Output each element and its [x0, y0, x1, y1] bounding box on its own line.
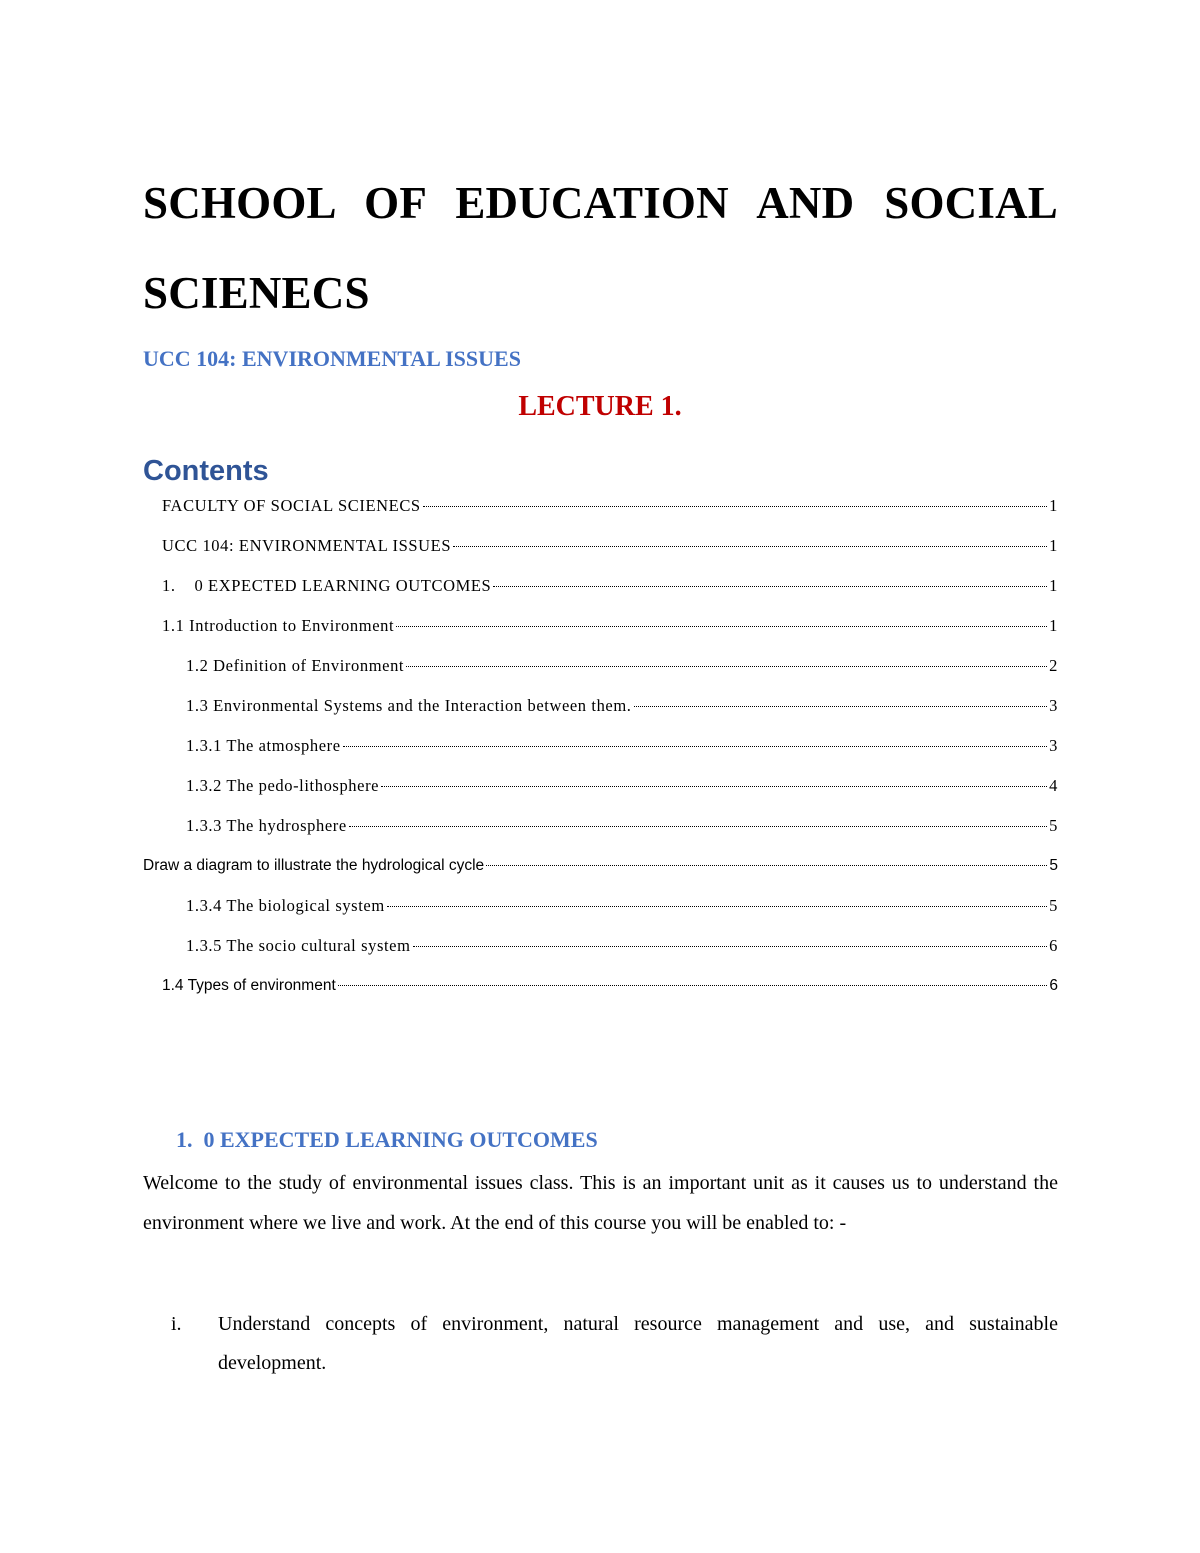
toc-dot-leader [453, 546, 1047, 547]
toc-entry-label: 1.2 Definition of Environment [186, 656, 405, 675]
toc-entry-page: 5 [1049, 816, 1058, 835]
course-title: UCC 104: ENVIRONMENTAL ISSUES [143, 346, 521, 371]
toc-entry[interactable] [186, 895, 1058, 917]
toc-entry-label: 1.4 Types of environment [162, 977, 336, 994]
toc-dot-leader [423, 506, 1047, 507]
toc-dot-leader [349, 826, 1047, 827]
toc-dot-leader [413, 946, 1048, 947]
toc-entry-page: 5 [1049, 896, 1058, 915]
toc-dot-leader [493, 586, 1047, 587]
toc-entry-page: 6 [1049, 936, 1058, 955]
toc-dot-leader [406, 666, 1047, 667]
toc-entry-label: 1.3.5 The socio cultural system [186, 936, 411, 955]
intro-paragraph: Welcome to the study of environmental issues class. This is an important unit as it causes us to understand the environment where we live and work. At the end of this course you will be enabled to: - [143, 1172, 1058, 1234]
toc-entry[interactable] [186, 815, 1058, 837]
toc-entry-page: 3 [1049, 696, 1058, 715]
toc-entry[interactable] [162, 495, 1058, 517]
toc-dot-leader [396, 626, 1047, 627]
section-heading: 1. 0 EXPECTED LEARNING OUTCOMES [176, 1127, 598, 1152]
toc-dot-leader [387, 906, 1047, 907]
toc-dot-leader [343, 746, 1047, 747]
toc-entry-page: 1 [1049, 536, 1058, 555]
toc-entry[interactable] [162, 535, 1058, 557]
list-item-marker: i. [171, 1313, 182, 1335]
toc-entry-page: 6 [1049, 977, 1058, 994]
toc-dot-leader [634, 706, 1048, 707]
contents-heading: Contents [143, 455, 269, 487]
lecture-title: LECTURE 1. [518, 391, 682, 422]
toc-entry-label: FACULTY OF SOCIAL SCIENECS [162, 496, 421, 515]
toc-entry-label: 1.3.1 The atmosphere [186, 736, 341, 755]
toc-entry[interactable] [162, 975, 1058, 997]
toc-entry-page: 3 [1049, 736, 1058, 755]
toc-entry[interactable] [162, 575, 1058, 597]
toc-entry[interactable] [186, 935, 1058, 957]
toc-entry-label: 1.3.3 The hydrosphere [186, 816, 347, 835]
toc-dot-leader [381, 786, 1047, 787]
toc-dot-leader [486, 865, 1047, 866]
toc-entry-label: Draw a diagram to illustrate the hydrological cycle [143, 857, 485, 874]
list-item-text: Understand concepts of environment, natural resource management and use, and sustainable development. [218, 1313, 1058, 1374]
toc-entry[interactable] [186, 695, 1058, 717]
toc-entry-page: 1 [1049, 496, 1058, 515]
toc-entry-page: 1 [1049, 576, 1058, 595]
toc-entry[interactable] [162, 615, 1058, 637]
toc-entry[interactable] [143, 855, 1058, 877]
toc-entry-page: 5 [1049, 857, 1058, 874]
toc-entry-page: 1 [1049, 616, 1058, 635]
toc-entry[interactable] [186, 775, 1058, 797]
toc-entry-label: 1.3.4 The biological system [186, 896, 385, 915]
toc-dot-leader [338, 985, 1048, 986]
toc-entry-label: UCC 104: ENVIRONMENTAL ISSUES [162, 536, 452, 555]
school-title: SCHOOL OF EDUCATION AND SOCIAL SCIENECS [143, 178, 1058, 318]
toc-entry-label: 1. 0 EXPECTED LEARNING OUTCOMES [162, 576, 492, 595]
toc-entry-label: 1.3.2 The pedo-lithosphere [186, 776, 380, 795]
toc-entry[interactable] [186, 735, 1058, 757]
toc-entry-page: 4 [1049, 776, 1058, 795]
toc-entry-label: 1.3 Environmental Systems and the Interaction between them. [186, 696, 632, 715]
toc-entry-label: 1.1 Introduction to Environment [162, 616, 395, 635]
toc-entry[interactable] [186, 655, 1058, 677]
toc-entry-page: 2 [1049, 656, 1058, 675]
